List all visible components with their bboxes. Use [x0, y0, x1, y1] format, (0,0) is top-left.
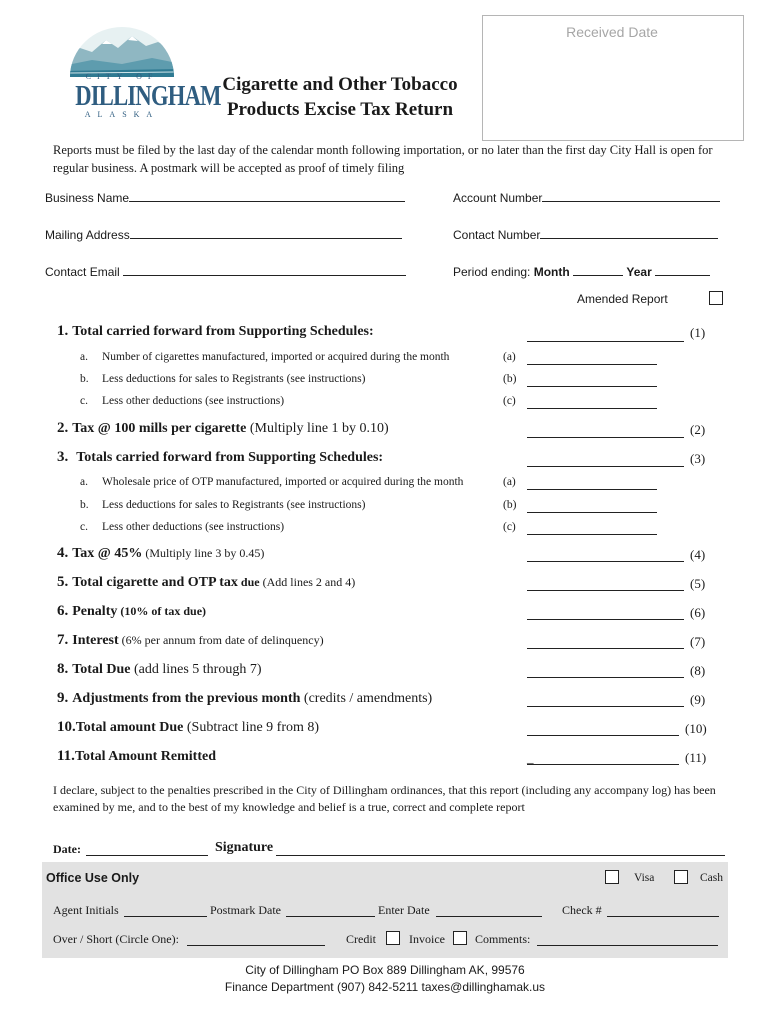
line-9-ref: (9) [690, 692, 706, 707]
contact-number-label: Contact Number [453, 228, 541, 242]
line-7-ref: (7) [690, 634, 706, 649]
line-1a-input[interactable] [527, 363, 657, 365]
line-1a-letter: a. [80, 351, 88, 363]
line-2-number: 2. [57, 420, 69, 436]
line-6-input[interactable] [527, 618, 684, 620]
line-11-number: 11. [57, 748, 75, 764]
amended-report-checkbox[interactable] [709, 291, 723, 305]
logo-city-name: DILLINGHAM [75, 80, 221, 112]
signature-label: Signature [215, 840, 274, 855]
line-5-note: (Add lines 2 and 4) [259, 575, 356, 589]
contact-email-input[interactable] [123, 263, 406, 276]
form-title-line1: Cigarette and Other Tobacco [222, 74, 458, 95]
account-number-input[interactable] [542, 189, 720, 202]
business-name-input[interactable] [129, 189, 405, 202]
line-5-input[interactable] [527, 589, 684, 591]
line-9-label: Adjustments from the previous month [72, 691, 301, 706]
city-logo [62, 22, 221, 122]
invoice-label: Invoice [409, 932, 445, 946]
line-7-label: Interest [72, 633, 119, 648]
line-3b-input[interactable] [527, 511, 657, 513]
line-10-input[interactable] [527, 734, 679, 736]
account-number-label: Account Number [453, 191, 543, 205]
line-10 [57, 718, 319, 736]
form-title-line2: Products Excise Tax Return [226, 99, 454, 120]
line-2-note: (Multiply line 1 by 0.10) [246, 421, 389, 436]
line-11-label: Total Amount Remitted [74, 749, 216, 764]
logo-city-of: CITY OF [85, 72, 159, 81]
line-2 [57, 419, 389, 437]
line-1c-input[interactable] [527, 407, 657, 409]
line-2-ref: (2) [690, 422, 706, 437]
contact-number-input[interactable] [540, 226, 718, 239]
line-1a-ref: (a) [503, 351, 516, 363]
enter-date-label: Enter Date [378, 903, 430, 917]
line-3 [57, 448, 383, 466]
cash-label: Cash [700, 872, 723, 884]
line-10-note: (Subtract line 9 from 8) [183, 720, 320, 735]
line-8-input[interactable] [527, 676, 684, 678]
line-5-number: 5. [57, 574, 69, 590]
date-input[interactable] [86, 854, 208, 856]
line-9-number: 9. [57, 690, 69, 706]
line-1b-input[interactable] [527, 385, 657, 387]
contact-email-row [45, 263, 406, 279]
line-3a-letter: a. [80, 476, 88, 488]
date-label: Date: [53, 842, 81, 856]
agent-initials-input[interactable] [124, 915, 207, 917]
line-7-number: 7. [57, 632, 69, 648]
line-3-ref: (3) [690, 451, 706, 466]
line-10-number: 10. [57, 719, 76, 735]
line-6-number: 6. [57, 603, 69, 619]
line-4-note: (Multiply line 3 by 0.45) [142, 546, 265, 560]
contact-number-row [453, 226, 718, 242]
mountain-logo-icon [62, 22, 182, 77]
line-1-label: Total carried forward from Supporting Schedules: [72, 324, 374, 339]
line-10-label: Total amount Due [75, 720, 184, 735]
footer-address: City of Dillingham PO Box 889 Dillingham AK, 99576 [245, 963, 525, 977]
line-1-input[interactable] [527, 340, 684, 342]
line-7-input[interactable] [527, 647, 684, 649]
business-name-label: Business Name [45, 191, 130, 205]
line-3a-label: Wholesale price of OTP manufactured, imported or acquired during the month [102, 476, 464, 488]
line-8-note: (add lines 5 through 7) [130, 662, 262, 677]
line-4 [57, 544, 264, 562]
line-1a-label: Number of cigarettes manufactured, imported or acquired during the month [102, 351, 450, 363]
line-3c-label: Less other deductions (see instructions) [102, 521, 285, 533]
line-3-label: Totals carried forward from Supporting Schedules: [76, 450, 384, 465]
line-5-ref: (5) [690, 576, 706, 591]
line-1c-letter: c. [80, 395, 88, 407]
invoice-checkbox[interactable] [453, 931, 467, 945]
line-1-number: 1. [57, 323, 69, 339]
signature-input[interactable] [276, 854, 725, 856]
line-4-input[interactable] [527, 560, 684, 562]
line-6-ref: (6) [690, 605, 706, 620]
line-4-ref: (4) [690, 547, 706, 562]
visa-label: Visa [634, 872, 655, 884]
line-3a-ref: (a) [503, 476, 516, 488]
line-5-due: due [237, 575, 260, 589]
line-11-prefix: _ [527, 750, 534, 765]
line-11-ref: (11) [685, 750, 707, 765]
over-short-label: Over / Short (Circle One): [53, 932, 179, 946]
month-label: Month [533, 265, 570, 279]
line-3b-label: Less deductions for sales to Registrants (see instructions) [102, 499, 366, 511]
postmark-date-label: Postmark Date [210, 903, 281, 917]
line-6 [57, 602, 206, 620]
filing-instructions: Reports must be filed by the last day of the calendar month following importation, or no later than the first day City Hall is open for regular business. A postmark will be accepted as proof of timely filing [53, 143, 713, 175]
business-name-row [45, 189, 405, 205]
line-8 [57, 660, 262, 678]
line-3a-input[interactable] [527, 488, 657, 490]
line-9-note: (credits / amendments) [300, 691, 433, 706]
line-8-label: Total Due [72, 662, 131, 677]
line-3b-ref: (b) [503, 499, 517, 511]
line-3-input[interactable] [527, 465, 684, 467]
period-ending-row [453, 263, 710, 279]
received-date-label: Received Date [566, 24, 658, 40]
contact-email-label: Contact Email [45, 265, 120, 279]
line-6-label: Penalty [72, 604, 118, 619]
line-8-ref: (8) [690, 663, 706, 678]
logo-state: ALASKA [84, 110, 160, 119]
line-1-ref: (1) [690, 325, 706, 340]
mailing-address-label: Mailing Address [45, 228, 130, 242]
line-2-label: Tax @ 100 mills per cigarette [72, 421, 247, 436]
account-number-row [453, 189, 720, 205]
enter-date-input[interactable] [436, 915, 542, 917]
credit-checkbox[interactable] [386, 931, 400, 945]
line-1b-letter: b. [80, 373, 89, 385]
line-1 [57, 322, 374, 340]
line-1b-label: Less deductions for sales to Registrants (see instructions) [102, 373, 366, 385]
line-11 [57, 747, 216, 765]
amended-report-label: Amended Report [577, 292, 668, 306]
line-5 [57, 573, 355, 591]
line-3c-input[interactable] [527, 533, 657, 535]
line-5-label: Total cigarette and OTP tax [72, 575, 238, 590]
month-input[interactable] [573, 263, 623, 276]
comments-label: Comments: [475, 932, 531, 946]
line-6-note: (10% of tax due) [117, 604, 207, 618]
line-10-ref: (10) [685, 721, 707, 736]
line-11-input[interactable] [527, 763, 679, 765]
line-3-number: 3. [57, 449, 69, 465]
line-4-number: 4. [57, 545, 69, 561]
mailing-address-row [45, 226, 402, 242]
check-number-input[interactable] [607, 915, 719, 917]
line-3b-letter: b. [80, 499, 89, 511]
form-title [200, 72, 480, 122]
line-7 [57, 631, 324, 649]
line-1c-ref: (c) [503, 395, 516, 407]
period-ending-label: Period ending: [453, 265, 531, 279]
comments-input[interactable] [537, 944, 718, 946]
year-label: Year [626, 265, 652, 279]
line-1c-label: Less other deductions (see instructions) [102, 395, 285, 407]
line-9 [57, 689, 432, 707]
line-1b-ref: (b) [503, 373, 517, 385]
line-9-input[interactable] [527, 705, 684, 707]
line-4-label: Tax @ 45% [72, 546, 143, 561]
over-short-input[interactable] [187, 944, 325, 946]
cash-checkbox[interactable] [674, 870, 688, 884]
line-3c-ref: (c) [503, 521, 516, 533]
mailing-address-input[interactable] [130, 226, 402, 239]
line-8-number: 8. [57, 661, 69, 677]
declaration-text: I declare, subject to the penalties prescribed in the City of Dillingham ordinances, that this report (including any accompany log) has been examined by me, and to the best of my knowledge and belief is a true, correct and complete report [53, 783, 716, 814]
line-3c-letter: c. [80, 521, 88, 533]
visa-checkbox[interactable] [605, 870, 619, 884]
year-input[interactable] [655, 263, 710, 276]
credit-label: Credit [346, 932, 376, 946]
office-use-title: Office Use Only [46, 871, 140, 885]
line-2-input[interactable] [527, 436, 684, 438]
line-7-note: (6% per annum from date of delinquency) [118, 633, 324, 647]
postmark-date-input[interactable] [286, 915, 375, 917]
footer-contact: Finance Department (907) 842-5211 taxes@dillinghamak.us [224, 980, 546, 994]
check-number-label: Check # [562, 903, 602, 917]
agent-initials-label: Agent Initials [53, 903, 119, 917]
